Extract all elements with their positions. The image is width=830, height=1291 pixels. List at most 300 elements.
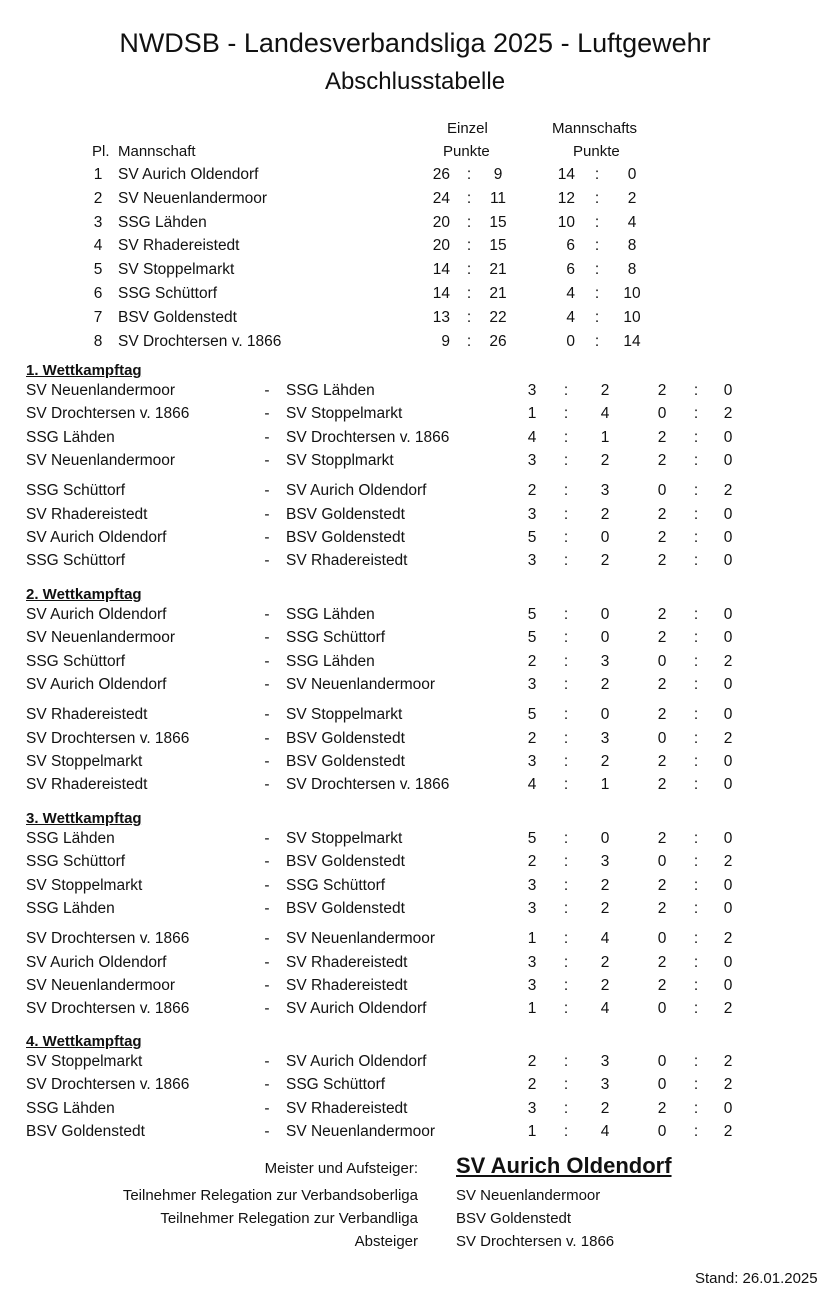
- header-mannschafts-punkte: Punkte: [573, 143, 620, 160]
- match-team-home: 2: [657, 428, 667, 446]
- team-points-against: 10: [623, 308, 641, 326]
- match-home-team: SV Aurich Oldendorf: [26, 675, 167, 693]
- match-away-team: BSV Goldenstedt: [286, 729, 405, 747]
- separator: :: [563, 606, 569, 623]
- place-cell: 5: [93, 261, 103, 279]
- match-away-team: SV Stoppelmarkt: [286, 830, 403, 847]
- match-einzel-home: 1: [527, 930, 537, 948]
- dash: -: [264, 629, 270, 647]
- dash: -: [264, 528, 270, 546]
- matchday-title: 2. Wettkampftag: [26, 586, 142, 603]
- separator: :: [693, 752, 699, 770]
- match-team-home: 0: [657, 405, 667, 423]
- dash: -: [264, 1099, 270, 1117]
- einzel-points-against: 15: [489, 213, 507, 231]
- header-team: Mannschaft: [118, 143, 196, 160]
- match-einzel-home: 4: [527, 776, 537, 794]
- match-home-team: SV Neuenlandermoor: [26, 629, 176, 647]
- match-team-home: 2: [657, 899, 667, 917]
- match-away-team: SSG Lähden: [286, 606, 375, 623]
- separator: :: [563, 876, 569, 894]
- match-team-away: 2: [723, 729, 733, 747]
- dash: -: [264, 652, 270, 670]
- match-team-away: 0: [723, 876, 733, 894]
- match-einzel-home: 3: [527, 1099, 537, 1117]
- match-team-away: 0: [723, 428, 733, 446]
- team-cell: BSV Goldenstedt: [118, 308, 237, 326]
- match-team-home: 0: [657, 1000, 667, 1018]
- match-home-team: SV Aurich Oldendorf: [26, 528, 167, 546]
- match-team-away: 0: [723, 552, 733, 570]
- match-einzel-away: 2: [600, 899, 610, 917]
- dash: -: [264, 382, 270, 399]
- header-mannschafts: Mannschafts: [552, 120, 638, 137]
- einzel-points-against: 9: [493, 166, 503, 183]
- separator: :: [563, 776, 569, 794]
- dash: -: [264, 899, 270, 917]
- team-points-for: 12: [557, 189, 575, 207]
- team-points-for: 4: [566, 285, 575, 302]
- separator: :: [594, 332, 600, 350]
- dash: -: [264, 953, 270, 971]
- separator: :: [466, 213, 472, 231]
- match-team-home: 2: [657, 830, 667, 847]
- absteiger-label: Absteiger: [354, 1233, 418, 1250]
- match-home-team: SV Drochtersen v. 1866: [26, 405, 190, 423]
- separator: :: [466, 308, 472, 326]
- separator: :: [594, 261, 600, 279]
- separator: :: [563, 1053, 569, 1070]
- separator: :: [693, 1122, 699, 1140]
- match-home-team: SV Stoppelmarkt: [26, 876, 143, 894]
- separator: :: [693, 930, 699, 948]
- match-away-team: SSG Lähden: [286, 652, 375, 670]
- match-einzel-home: 5: [527, 528, 537, 546]
- separator: :: [563, 505, 569, 523]
- match-away-team: BSV Goldenstedt: [286, 853, 405, 871]
- match-einzel-home: 3: [527, 675, 537, 693]
- match-team-home: 2: [657, 1099, 667, 1117]
- separator: :: [563, 706, 569, 724]
- separator: :: [563, 552, 569, 570]
- dash: -: [264, 1000, 270, 1018]
- dash: -: [264, 830, 270, 847]
- match-home-team: SV Rhadereistedt: [26, 706, 148, 724]
- place-cell: 6: [93, 285, 103, 302]
- separator: :: [693, 505, 699, 523]
- match-einzel-away: 0: [600, 528, 610, 546]
- dash: -: [264, 706, 270, 724]
- separator: :: [693, 706, 699, 724]
- team-points-against: 14: [623, 332, 641, 350]
- dash: -: [264, 976, 270, 994]
- team-cell: SV Drochtersen v. 1866: [118, 332, 282, 350]
- team-cell: SV Stoppelmarkt: [118, 261, 235, 279]
- team-points-against: 2: [627, 189, 637, 207]
- match-einzel-away: 0: [600, 706, 610, 724]
- match-einzel-away: 4: [600, 1000, 610, 1018]
- separator: :: [594, 285, 600, 302]
- separator: :: [563, 953, 569, 971]
- team-points-for: 6: [566, 237, 575, 255]
- separator: :: [563, 1099, 569, 1117]
- match-einzel-away: 3: [600, 482, 610, 500]
- dash: -: [264, 729, 270, 747]
- match-away-team: SV Aurich Oldendorf: [286, 482, 427, 500]
- match-einzel-home: 3: [527, 505, 537, 523]
- match-einzel-away: 3: [600, 1076, 610, 1094]
- match-einzel-home: 5: [527, 629, 537, 647]
- match-away-team: BSV Goldenstedt: [286, 505, 405, 523]
- separator: :: [563, 451, 569, 469]
- match-home-team: SSG Schüttorf: [26, 853, 126, 871]
- match-team-home: 2: [657, 776, 667, 794]
- separator: :: [693, 606, 699, 623]
- separator: :: [594, 213, 600, 231]
- place-cell: 1: [93, 166, 103, 183]
- separator: :: [466, 237, 472, 255]
- match-einzel-home: 3: [527, 899, 537, 917]
- match-team-away: 0: [723, 382, 733, 399]
- separator: :: [693, 428, 699, 446]
- match-team-away: 2: [723, 1000, 733, 1018]
- separator: :: [563, 1122, 569, 1140]
- separator: :: [563, 482, 569, 500]
- match-team-home: 0: [657, 853, 667, 871]
- place-cell: 2: [93, 189, 103, 207]
- match-team-home: 2: [657, 876, 667, 894]
- match-team-home: 0: [657, 482, 667, 500]
- match-away-team: BSV Goldenstedt: [286, 899, 405, 917]
- separator: :: [594, 166, 600, 183]
- separator: :: [563, 1076, 569, 1094]
- dash: -: [264, 853, 270, 871]
- match-einzel-home: 3: [527, 552, 537, 570]
- separator: :: [693, 482, 699, 500]
- team-points-for: 10: [557, 213, 575, 231]
- separator: :: [693, 652, 699, 670]
- separator: :: [563, 899, 569, 917]
- einzel-points-against: 21: [489, 285, 507, 302]
- separator: :: [563, 675, 569, 693]
- einzel-points-for: 20: [432, 213, 450, 231]
- match-home-team: SV Drochtersen v. 1866: [26, 930, 190, 948]
- match-team-away: 2: [723, 482, 733, 500]
- match-einzel-away: 3: [600, 729, 610, 747]
- separator: :: [693, 976, 699, 994]
- einzel-points-against: 15: [489, 237, 507, 255]
- match-einzel-away: 0: [600, 629, 610, 647]
- separator: :: [693, 382, 699, 399]
- dash: -: [264, 776, 270, 794]
- separator: :: [693, 1000, 699, 1018]
- match-home-team: SSG Lähden: [26, 1099, 115, 1117]
- einzel-points-against: 21: [489, 261, 507, 279]
- match-einzel-home: 2: [527, 729, 537, 747]
- team-cell: SV Aurich Oldendorf: [118, 166, 259, 183]
- match-home-team: SV Drochtersen v. 1866: [26, 1076, 190, 1094]
- match-team-home: 2: [657, 706, 667, 724]
- einzel-points-against: 11: [489, 189, 507, 207]
- match-team-home: 0: [657, 729, 667, 747]
- match-einzel-away: 0: [600, 830, 610, 847]
- match-team-home: 2: [657, 382, 667, 399]
- match-team-home: 2: [657, 976, 667, 994]
- separator: :: [693, 1099, 699, 1117]
- match-team-home: 0: [657, 1076, 667, 1094]
- match-einzel-home: 2: [527, 1053, 537, 1070]
- dash: -: [264, 405, 270, 423]
- header-einzel-punkte: Punkte: [443, 143, 490, 160]
- separator: :: [563, 528, 569, 546]
- match-team-away: 0: [723, 776, 733, 794]
- page-subtitle: Abschlusstabelle: [324, 68, 506, 95]
- separator: :: [693, 953, 699, 971]
- einzel-points-against: 26: [489, 332, 507, 350]
- match-home-team: SSG Schüttorf: [26, 552, 126, 570]
- match-einzel-home: 5: [527, 606, 537, 623]
- match-einzel-away: 3: [600, 652, 610, 670]
- match-team-away: 0: [723, 899, 733, 917]
- match-team-home: 2: [657, 451, 667, 469]
- match-home-team: SV Neuenlandermoor: [26, 451, 176, 469]
- separator: :: [466, 189, 472, 207]
- match-team-home: 2: [657, 675, 667, 693]
- separator: :: [693, 876, 699, 894]
- place-cell: 7: [93, 308, 103, 326]
- match-team-home: 2: [657, 953, 667, 971]
- match-einzel-away: 2: [600, 451, 610, 469]
- match-einzel-home: 2: [527, 652, 537, 670]
- place-cell: 3: [93, 213, 103, 231]
- separator: :: [693, 629, 699, 647]
- match-einzel-away: 2: [600, 552, 610, 570]
- team-points-for: 14: [557, 166, 575, 183]
- separator: :: [563, 729, 569, 747]
- match-einzel-home: 4: [527, 428, 537, 446]
- separator: :: [693, 528, 699, 546]
- match-team-away: 0: [723, 1099, 733, 1117]
- match-away-team: BSV Goldenstedt: [286, 528, 405, 546]
- separator: :: [693, 552, 699, 570]
- separator: :: [563, 830, 569, 847]
- match-einzel-away: 4: [600, 930, 610, 948]
- relegation-oberliga-team: SV Neuenlandermoor: [456, 1187, 601, 1204]
- match-team-away: 2: [723, 1122, 733, 1140]
- match-team-home: 0: [657, 1053, 667, 1070]
- match-home-team: SV Neuenlandermoor: [26, 976, 176, 994]
- match-team-home: 0: [657, 930, 667, 948]
- match-away-team: SSG Schüttorf: [286, 629, 386, 647]
- team-points-for: 0: [566, 332, 575, 350]
- relegation-verbandliga-label: Teilnehmer Relegation zur Verbandliga: [160, 1210, 418, 1227]
- match-team-away: 0: [723, 752, 733, 770]
- champion-label: Meister und Aufsteiger:: [264, 1160, 418, 1177]
- match-einzel-home: 3: [527, 382, 537, 399]
- match-team-home: 2: [657, 552, 667, 570]
- match-home-team: SV Rhadereistedt: [26, 505, 148, 523]
- dash: -: [264, 876, 270, 894]
- separator: :: [563, 853, 569, 871]
- team-cell: SSG Schüttorf: [118, 285, 218, 302]
- dash: -: [264, 752, 270, 770]
- place-cell: 8: [93, 332, 103, 350]
- relegation-oberliga-label: Teilnehmer Relegation zur Verbandsoberliga: [122, 1187, 418, 1204]
- match-team-away: 0: [723, 675, 733, 693]
- separator: :: [693, 899, 699, 917]
- match-einzel-away: 2: [600, 976, 610, 994]
- separator: :: [563, 930, 569, 948]
- separator: :: [563, 428, 569, 446]
- match-einzel-home: 1: [527, 1000, 537, 1018]
- match-home-team: SSG Lähden: [26, 830, 115, 847]
- separator: :: [563, 976, 569, 994]
- team-points-for: 6: [566, 261, 575, 279]
- match-einzel-away: 1: [600, 428, 610, 446]
- header-place: Pl.: [92, 143, 110, 160]
- matchday-title: 4. Wettkampftag: [26, 1033, 142, 1050]
- match-einzel-away: 2: [600, 1099, 610, 1117]
- dash: -: [264, 930, 270, 948]
- separator: :: [693, 776, 699, 794]
- dash: -: [264, 1122, 270, 1140]
- header-einzel: Einzel: [447, 120, 488, 137]
- match-away-team: SSG Lähden: [286, 382, 375, 399]
- match-team-away: 2: [723, 405, 733, 423]
- team-cell: SV Rhadereistedt: [118, 237, 240, 255]
- team-points-against: 8: [627, 261, 637, 279]
- match-einzel-home: 1: [527, 405, 537, 423]
- match-einzel-away: 2: [600, 505, 610, 523]
- match-einzel-away: 2: [600, 382, 610, 399]
- match-away-team: SV Rhadereistedt: [286, 1099, 408, 1117]
- match-einzel-away: 3: [600, 1053, 610, 1070]
- separator: :: [693, 675, 699, 693]
- separator: :: [594, 189, 600, 207]
- dash: -: [264, 675, 270, 693]
- einzel-points-for: 14: [432, 261, 450, 279]
- match-team-home: 2: [657, 752, 667, 770]
- match-away-team: SSG Schüttorf: [286, 876, 386, 894]
- dash: -: [264, 1053, 270, 1070]
- einzel-points-for: 14: [432, 285, 450, 302]
- match-einzel-home: 2: [527, 482, 537, 500]
- match-einzel-away: 1: [600, 776, 610, 794]
- match-home-team: SV Drochtersen v. 1866: [26, 1000, 190, 1018]
- match-einzel-home: 5: [527, 830, 537, 847]
- match-einzel-home: 3: [527, 953, 537, 971]
- einzel-points-for: 20: [432, 237, 450, 255]
- match-einzel-away: 2: [600, 752, 610, 770]
- match-home-team: SV Drochtersen v. 1866: [26, 729, 190, 747]
- champion-name: SV Aurich Oldendorf: [456, 1153, 672, 1178]
- match-einzel-away: 0: [600, 606, 610, 623]
- match-away-team: SV Aurich Oldendorf: [286, 1000, 427, 1018]
- match-home-team: SSG Lähden: [26, 899, 115, 917]
- separator: :: [563, 382, 569, 399]
- match-einzel-home: 2: [527, 853, 537, 871]
- match-einzel-home: 2: [527, 1076, 537, 1094]
- match-away-team: SV Stoppelmarkt: [286, 706, 403, 724]
- match-einzel-home: 3: [527, 451, 537, 469]
- match-team-away: 2: [723, 1076, 733, 1094]
- match-home-team: SV Stoppelmarkt: [26, 752, 143, 770]
- team-points-against: 10: [623, 285, 641, 302]
- separator: :: [466, 285, 472, 302]
- match-team-away: 0: [723, 606, 733, 623]
- team-cell: SV Neuenlandermoor: [118, 189, 268, 207]
- match-away-team: SV Rhadereistedt: [286, 976, 408, 994]
- match-away-team: SV Neuenlandermoor: [286, 1122, 436, 1140]
- team-points-against: 8: [627, 237, 637, 255]
- dash: -: [264, 606, 270, 623]
- separator: :: [693, 405, 699, 423]
- match-einzel-away: 4: [600, 405, 610, 423]
- dash: -: [264, 552, 270, 570]
- team-points-against: 0: [627, 166, 637, 183]
- place-cell: 4: [93, 237, 103, 255]
- match-home-team: SV Aurich Oldendorf: [26, 953, 167, 971]
- einzel-points-for: 9: [441, 332, 450, 350]
- match-team-away: 0: [723, 976, 733, 994]
- separator: :: [693, 729, 699, 747]
- einzel-points-for: 26: [432, 166, 450, 183]
- separator: :: [693, 1076, 699, 1094]
- separator: :: [563, 752, 569, 770]
- match-einzel-home: 3: [527, 976, 537, 994]
- separator: :: [693, 853, 699, 871]
- separator: :: [594, 308, 600, 326]
- separator: :: [466, 261, 472, 279]
- match-team-home: 2: [657, 528, 667, 546]
- match-home-team: SSG Schüttorf: [26, 652, 126, 670]
- match-home-team: BSV Goldenstedt: [26, 1122, 145, 1140]
- separator: :: [693, 451, 699, 469]
- match-team-away: 2: [723, 652, 733, 670]
- match-einzel-away: 3: [600, 853, 610, 871]
- match-einzel-away: 2: [600, 675, 610, 693]
- match-team-away: 0: [723, 706, 733, 724]
- separator: :: [563, 1000, 569, 1018]
- match-team-away: 0: [723, 953, 733, 971]
- match-away-team: SV Stopplmarkt: [286, 451, 394, 469]
- match-away-team: SV Stoppelmarkt: [286, 405, 403, 423]
- team-cell: SSG Lähden: [118, 213, 207, 231]
- match-home-team: SSG Lähden: [26, 428, 115, 446]
- einzel-points-against: 22: [489, 308, 507, 326]
- relegation-verbandliga-team: BSV Goldenstedt: [456, 1210, 572, 1227]
- dash: -: [264, 505, 270, 523]
- dash: -: [264, 482, 270, 500]
- match-home-team: SV Neuenlandermoor: [26, 382, 176, 399]
- match-home-team: SV Stoppelmarkt: [26, 1053, 143, 1070]
- match-team-home: 0: [657, 1122, 667, 1140]
- match-away-team: SV Neuenlandermoor: [286, 675, 436, 693]
- match-away-team: SV Aurich Oldendorf: [286, 1053, 427, 1070]
- absteiger-team: SV Drochtersen v. 1866: [456, 1233, 615, 1250]
- stand-date: Stand: 26.01.2025: [695, 1270, 818, 1287]
- page-title: NWDSB - Landesverbandsliga 2025 - Luftgewehr: [119, 28, 711, 58]
- match-team-away: 0: [723, 830, 733, 847]
- team-points-against: 4: [627, 213, 637, 231]
- separator: :: [466, 166, 472, 183]
- match-home-team: SV Aurich Oldendorf: [26, 606, 167, 623]
- match-team-away: 2: [723, 1053, 733, 1070]
- match-team-away: 2: [723, 853, 733, 871]
- match-team-away: 0: [723, 451, 733, 469]
- match-team-away: 0: [723, 505, 733, 523]
- match-einzel-away: 2: [600, 876, 610, 894]
